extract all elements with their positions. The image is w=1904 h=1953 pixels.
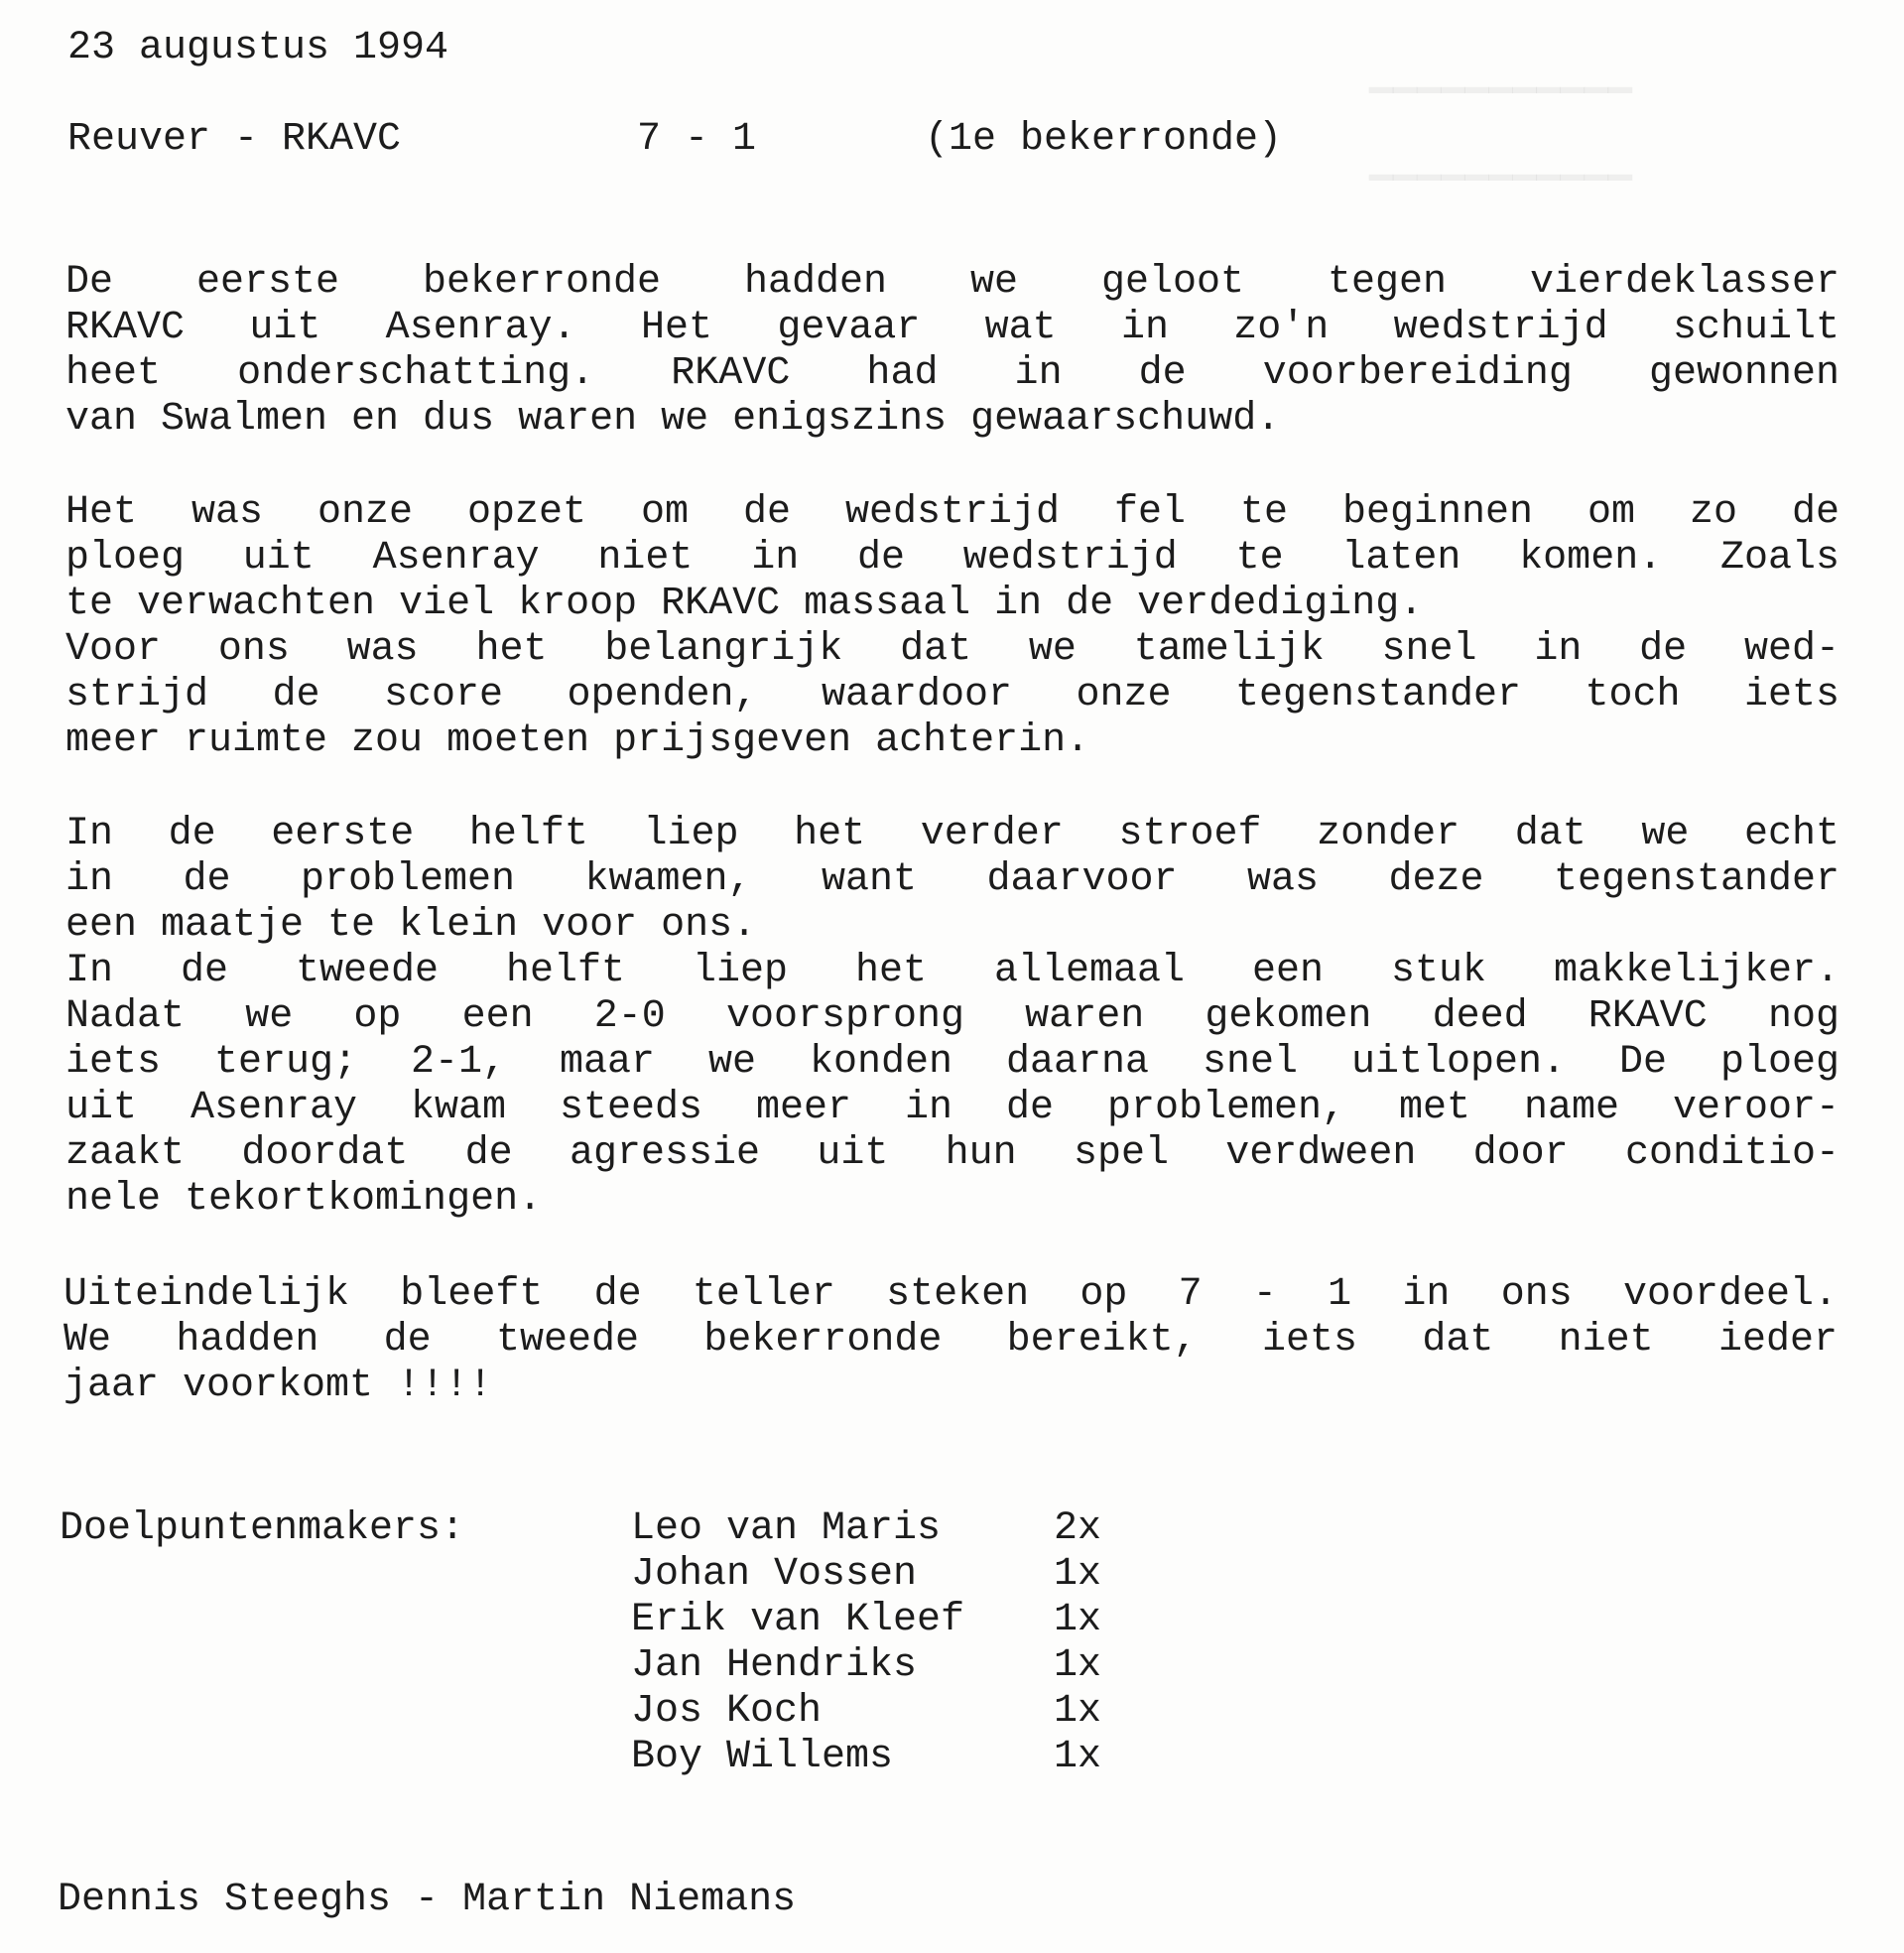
scorer-name: Leo van Maris bbox=[631, 1506, 942, 1551]
text-line: In de tweede helft liep het allemaal een stuk makkelijker. bbox=[65, 949, 1840, 993]
match-score: 7 - 1 bbox=[637, 117, 757, 162]
text-line: in de problemen kwamen, want daarvoor was deze tegenstander bbox=[65, 857, 1840, 902]
text-line: heet onderschatting. RKAVC had in de voorbereiding gewonnen bbox=[65, 351, 1840, 396]
match-round: (1e bekerronde) bbox=[925, 117, 1283, 162]
text-line: te verwachten viel kroop RKAVC massaal in de verdediging. bbox=[65, 582, 1424, 626]
match-teams: Reuver - RKAVC bbox=[67, 117, 402, 162]
document-date: 23 augustus 1994 bbox=[67, 26, 449, 70]
text-line: Uiteindelijk bleeft de teller steken op 7 - 1 in ons voordeel. bbox=[63, 1272, 1838, 1317]
text-line: Voor ons was het belangrijk dat we tamelijk snel in de wed- bbox=[65, 627, 1840, 672]
text-line: zaakt doordat de agressie uit hun spel verdween door conditio- bbox=[65, 1131, 1840, 1176]
text-line: jaar voorkomt !!!! bbox=[63, 1364, 493, 1408]
text-line: nele tekortkomingen. bbox=[65, 1177, 543, 1222]
text-line: van Swalmen en dus waren we enigszins gewaarschuwd. bbox=[65, 397, 1281, 442]
text-line: In de eerste helft liep het verder stroef zonder dat we echt bbox=[65, 812, 1840, 856]
scorer-goals: 1x bbox=[1054, 1643, 1102, 1688]
text-line: iets terug; 2-1, maar we konden daarna snel uitlopen. De ploeg bbox=[65, 1040, 1840, 1085]
scorers-label: Doelpuntenmakers: bbox=[60, 1506, 465, 1551]
text-line: een maatje te klein voor ons. bbox=[65, 903, 757, 948]
scorer-name: Jan Hendriks bbox=[631, 1643, 918, 1688]
text-line: meer ruimte zou moeten prijsgeven achterin. bbox=[65, 718, 1090, 763]
text-line: ploeg uit Asenray niet in de wedstrijd te laten komen. Zoals bbox=[65, 536, 1840, 581]
authors: Dennis Steeghs - Martin Niemans bbox=[58, 1878, 797, 1922]
scorer-goals: 1x bbox=[1054, 1735, 1102, 1779]
text-line: De eerste bekerronde hadden we geloot tegen vierdeklasser bbox=[65, 260, 1840, 305]
scorer-name: Erik van Kleef bbox=[631, 1598, 965, 1642]
text-line: RKAVC uit Asenray. Het gevaar wat in zo'n wedstrijd schuilt bbox=[65, 306, 1840, 350]
text-line: We hadden de tweede bekerronde bereikt, iets dat niet ieder bbox=[63, 1318, 1838, 1363]
scorer-name: Johan Vossen bbox=[631, 1552, 918, 1597]
text-line: Het was onze opzet om de wedstrijd fel te beginnen om zo de bbox=[65, 490, 1840, 535]
paragraph bbox=[65, 812, 1840, 1223]
scorer-goals: 1x bbox=[1054, 1598, 1102, 1642]
scorer-name: Jos Koch bbox=[631, 1689, 823, 1734]
text-line: uit Asenray kwam steeds meer in de problemen, met name veroor- bbox=[65, 1086, 1840, 1130]
text-line: Nadat we op een 2-0 voorsprong waren gekomen deed RKAVC nog bbox=[65, 994, 1840, 1039]
scorer-goals: 2x bbox=[1054, 1506, 1102, 1551]
bleed-through-text: ▁▁▁▁▁▁▁▁▁▁▁ bbox=[1369, 139, 1632, 184]
text-line: strijd de score openden, waardoor onze tegenstander toch iets bbox=[65, 673, 1840, 717]
bleed-through-text: ▁▁▁▁▁▁▁▁▁▁▁ bbox=[1369, 52, 1632, 96]
paragraph bbox=[63, 1272, 1838, 1409]
paragraph bbox=[65, 260, 1840, 443]
paragraph bbox=[65, 490, 1840, 764]
scorer-goals: 1x bbox=[1054, 1689, 1102, 1734]
scorer-goals: 1x bbox=[1054, 1552, 1102, 1597]
scorer-name: Boy Willems bbox=[631, 1735, 894, 1779]
